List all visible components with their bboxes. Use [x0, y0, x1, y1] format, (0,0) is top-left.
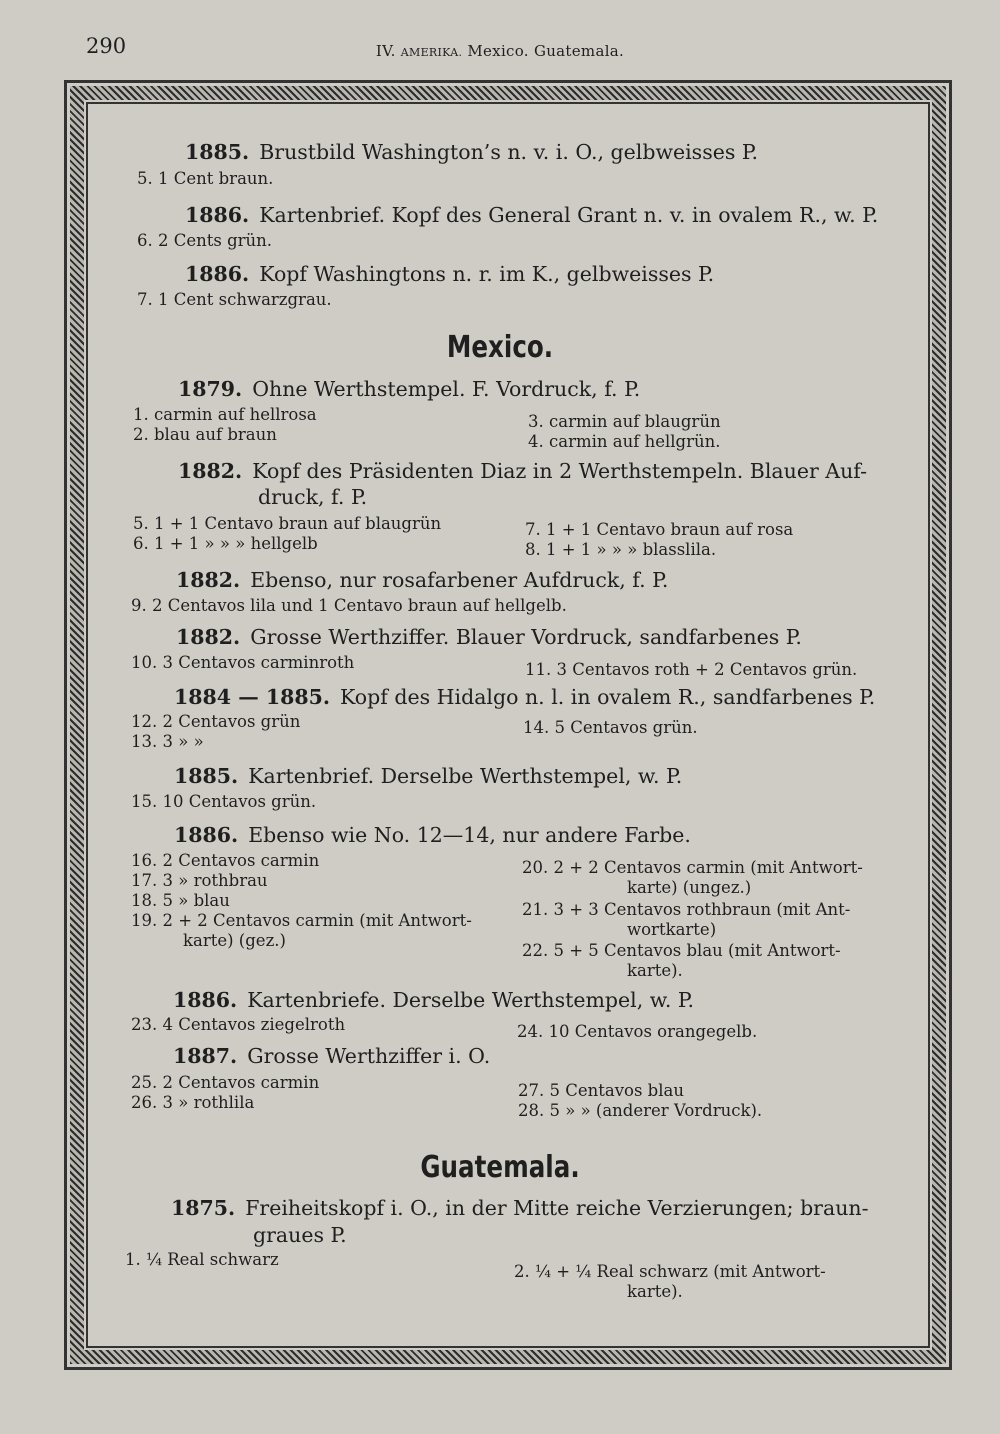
part-number: IV.	[375, 42, 396, 60]
list-item: 3. carmin auf blaugrün	[528, 412, 721, 431]
list-item: 28. 5 » » (anderer Vordruck).	[518, 1101, 763, 1120]
entry-heading: 1882. Ebenso, nur rosafarbener Aufdruck, f. P.	[176, 568, 669, 592]
part-name: AMERIKA.	[400, 46, 463, 59]
list-item: 18. 5 » blau	[131, 891, 230, 910]
entry-heading-cont: graues P.	[253, 1223, 347, 1247]
entry-heading-cont: druck, f. P.	[258, 485, 368, 509]
list-item: 27. 5 Centavos blau	[518, 1081, 684, 1100]
list-item: wortkarte)	[627, 920, 717, 939]
list-item: 25. 2 Centavos carmin	[131, 1073, 320, 1092]
list-item: 13. 3 » »	[131, 732, 204, 751]
entry-heading: 1875. Freiheitskopf i. O., in der Mitte reiche Verzierungen; braun-	[171, 1196, 869, 1220]
list-item: 26. 3 » rothlila	[131, 1093, 255, 1112]
list-item: 9. 2 Centavos lila und 1 Centavo braun auf hellgelb.	[131, 596, 567, 615]
entry-heading: 1879. Ohne Werthstempel. F. Vordruck, f. P.	[178, 377, 641, 401]
entry-heading: 1886. Kartenbrief. Kopf des General Grant n. v. in ovalem R., w. P.	[185, 203, 879, 227]
list-item: karte) (ungez.)	[627, 878, 752, 897]
list-item: 2. ¼ + ¼ Real schwarz (mit Antwort-	[514, 1262, 826, 1281]
list-item: 1. carmin auf hellrosa	[133, 405, 317, 424]
section-title-guatemala: Guatemala.	[420, 1150, 580, 1185]
list-item: 1. ¼ Real schwarz	[125, 1250, 279, 1269]
running-head	[0, 42, 1000, 60]
list-item: 20. 2 + 2 Centavos carmin (mit Antwort-	[522, 858, 863, 877]
page-number: 290	[86, 34, 127, 58]
list-item: 24. 10 Centavos orangegelb.	[517, 1022, 758, 1041]
entry-heading: 1886. Kopf Washingtons n. r. im K., gelbweisses P.	[185, 262, 715, 286]
list-item: karte).	[627, 961, 683, 980]
list-item: karte).	[627, 1282, 683, 1301]
list-item: 17. 3 » rothbrau	[131, 871, 268, 890]
list-item: 23. 4 Centavos ziegelroth	[131, 1015, 346, 1034]
list-item: 22. 5 + 5 Centavos blau (mit Antwort-	[522, 941, 841, 960]
entry-heading: 1885. Kartenbrief. Derselbe Werthstempel, w. P.	[174, 764, 683, 788]
list-item: 14. 5 Centavos grün.	[523, 718, 698, 737]
list-item: 6. 2 Cents grün.	[137, 231, 273, 250]
list-item: karte) (gez.)	[183, 931, 286, 950]
list-item: 6. 1 + 1 » » » hellgelb	[133, 534, 318, 553]
list-item: 16. 2 Centavos carmin	[131, 851, 320, 870]
list-item: 5. 1 Cent braun.	[137, 169, 274, 188]
list-item: 21. 3 + 3 Centavos rothbraun (mit Ant-	[522, 900, 851, 919]
list-item: 7. 1 + 1 Centavo braun auf rosa	[525, 520, 794, 539]
list-item: 4. carmin auf hellgrün.	[528, 432, 721, 451]
list-item: 15. 10 Centavos grün.	[131, 792, 317, 811]
list-item: 12. 2 Centavos grün	[131, 712, 301, 731]
list-item: 10. 3 Centavos carminroth	[131, 653, 355, 672]
entry-heading: 1884 — 1885. Kopf des Hidalgo n. l. in ovalem R., sandfarbenes P.	[174, 685, 876, 709]
entry-heading: 1887. Grosse Werthziffer i. O.	[173, 1044, 491, 1068]
entry-heading: 1886. Kartenbriefe. Derselbe Werthstempel, w. P.	[173, 988, 695, 1012]
list-item: 11. 3 Centavos roth + 2 Centavos grün.	[525, 660, 858, 679]
list-item: 19. 2 + 2 Centavos carmin (mit Antwort-	[131, 911, 472, 930]
list-item: 5. 1 + 1 Centavo braun auf blaugrün	[133, 514, 442, 533]
list-item: 8. 1 + 1 » » » blasslila.	[525, 540, 717, 559]
entry-heading: 1885. Brustbild Washington’s n. v. i. O., gelbweisses P.	[185, 140, 759, 164]
entry-heading: 1882. Grosse Werthziffer. Blauer Vordruck, sandfarbenes P.	[176, 625, 802, 649]
list-item: 7. 1 Cent schwarzgrau.	[137, 290, 332, 309]
section-title-mexico: Mexico.	[446, 330, 554, 365]
entry-heading: 1882. Kopf des Präsidenten Diaz in 2 Werthstempeln. Blauer Auf-	[178, 459, 868, 483]
entry-heading: 1886. Ebenso wie No. 12—14, nur andere Farbe.	[174, 823, 691, 847]
list-item: 2. blau auf braun	[133, 425, 277, 444]
countries: Mexico. Guatemala.	[467, 42, 625, 60]
